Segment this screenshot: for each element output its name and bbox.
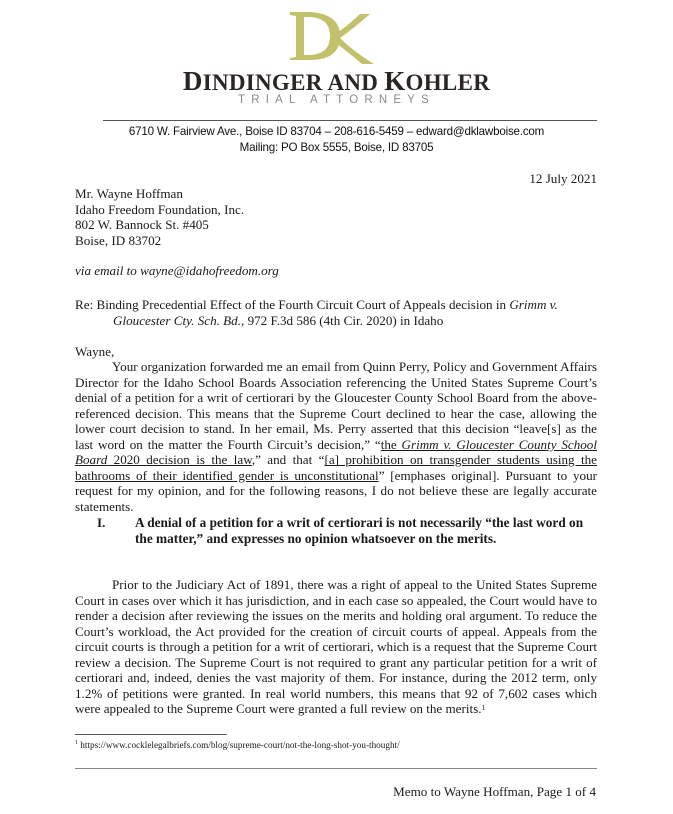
- letterhead-divider: [103, 120, 597, 121]
- subject-case-name-1: Grimm v.: [509, 297, 558, 312]
- subject-line-1: [75, 297, 558, 313]
- section-heading: A denial of a petition for a writ of certiorari is not necessarily “the last word on the matter,” and expresses no opinion whatsoever on the merits.: [135, 515, 584, 546]
- section-number: I.: [97, 515, 106, 530]
- footnote-link[interactable]: https://www.cocklelegalbriefs.com/blog/supreme-court/not-the-long-shot-you-thought/: [80, 740, 400, 751]
- footnote: [75, 740, 400, 750]
- letter-date: 12 July 2021: [529, 171, 597, 186]
- delivery-method: via email to wayne@idahofreedom.org: [75, 263, 279, 278]
- section-text: Prior to the Judiciary Act of 1891, there was a right of appeal to the United States Supreme Court in cases over which it has jurisdiction, and in each case so appealed, the Court would have to render a decision after reviewing the issues on the merits and holding oral argument. To reduce the Court’s workload, the Act provided for the creation of circuit courts of appeal. Appeals from the circuit courts is through a petition for a writ of certiorari, which is a request that the Supreme Court review a decision. The Supreme Court is not required to grant any particular petition for a writ of certiorari and, indeed, denies the vast majority of them. For instance, during the 2012 term, only 1.2% of petitions were granted. In real world numbers, this means that 92 of 7,602 cases which were appealed to the Supreme Court were granted a full review on the merits.: [75, 577, 597, 717]
- intro-text-3: ” [emphases original]. Pursuant to your request for my opinion, and for the following reasons, I do not believe these are legally accurate statements.: [75, 467, 597, 514]
- recipient-city: Boise, ID 83702: [75, 233, 162, 248]
- intro-text-1: Your organization forwarded me an email from Quinn Perry, Policy and Government Affairs Director for the Idaho School Boards Association referencing the United States Supreme Court’s denial of a petition for a writ of certiorari by the Gloucester County School Board from the above-referenced decision. This means that the Supreme Court declined to hear the case, allowing the lower court decision to stand. In her email, Ms. Perry asserted that this decision “leave[s] as the last word on the matter the Fourth Circuit’s decision,” “: [75, 359, 597, 452]
- firm-subtitle: TRIAL ATTORNEYS: [238, 94, 435, 106]
- footer-divider: [75, 768, 597, 769]
- section-paragraph: [75, 577, 597, 717]
- subject-suffix: , 972 F.3d 586 (4th Cir. 2020) in Idaho: [241, 313, 444, 328]
- intro-paragraph: [75, 359, 597, 514]
- footnote-divider: [75, 734, 227, 735]
- footnote-reference[interactable]: 1: [481, 703, 486, 713]
- recipient-street: 802 W. Bannock St. #405: [75, 217, 209, 232]
- firm-name: DINDINGER AND KOHLER: [182, 66, 491, 96]
- quote-prohibition: [a] prohibition on transgender students using the bathrooms of their identified gender is unconstitutional: [75, 452, 597, 483]
- quote-grimm-law: the Grimm v. Gloucester County School Board 2020 decision is the law: [75, 436, 597, 468]
- firm-logo-monogram: [288, 8, 378, 66]
- salutation: Wayne,: [75, 344, 115, 359]
- contact-line: 6710 W. Fairview Ave., Boise ID 83704 – 208-616-5459 – edward@dklawboise.com: [128, 125, 545, 138]
- subject-case-name-2: Gloucester Cty. Sch. Bd.: [113, 313, 242, 328]
- subject-line-2: [113, 313, 443, 329]
- mailing-line: Mailing: PO Box 5555, Boise, ID 83705: [239, 141, 434, 154]
- page-footer: Memo to Wayne Hoffman, Page 1 of 4: [393, 784, 596, 799]
- recipient-organization: Idaho Freedom Foundation, Inc.: [75, 202, 245, 217]
- subject-prefix: Re: Binding Precedential Effect of the Fourth Circuit Court of Appeals decision in: [75, 297, 510, 312]
- footnote-number: 1: [75, 740, 78, 746]
- recipient-name: Mr. Wayne Hoffman: [75, 186, 183, 201]
- intro-text-2: ,” and that “: [251, 452, 325, 468]
